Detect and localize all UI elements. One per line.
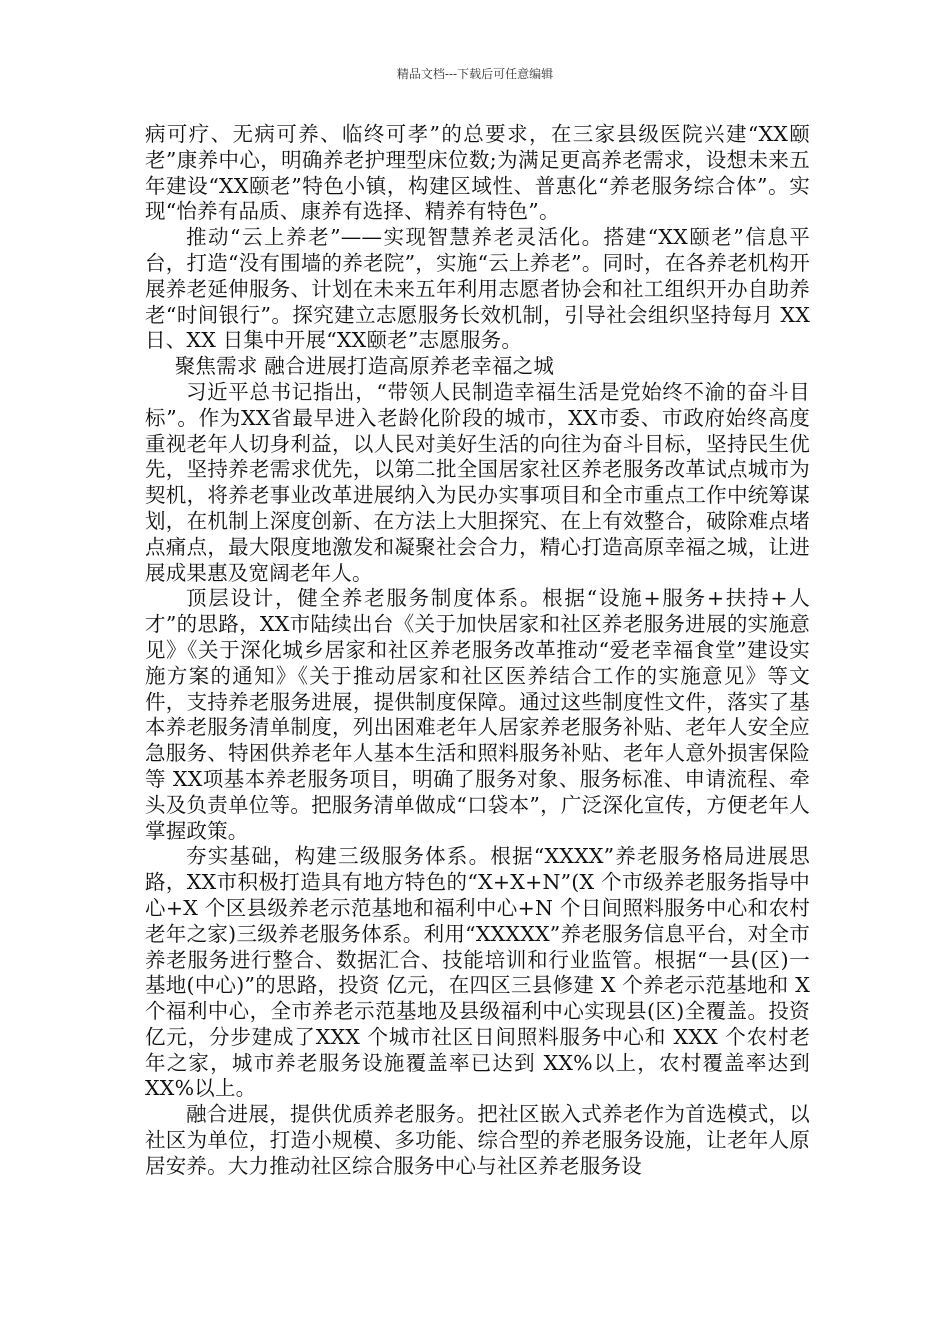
page-header: 精品文档---下载后可任意编辑 [396, 67, 554, 81]
section-heading: 聚焦需求 融合进展打造高原养老幸福之城 [174, 354, 555, 379]
paragraph-cloud-elderly-care: 推动“云上养老”——实现智慧养老灵活化。搭建“XX颐老”信息平台，打造“没有围墙的养老院”，实施“云上养老”。同时，在各养老机构开展养老延伸服务、计划在未来五年利用志愿者协会和社工组织开办自助养老“时间银行”。探究建立志愿服务长效机制，引导社会组织坚持每月 XX 日、XX 日集中开展“XX颐老”志愿服务。 [145, 225, 810, 353]
paragraph-top-level-design: 顶层设计，健全养老服务制度体系。根据“设施+服务+扶持+人才”的思路，XX市陆续出台《关于加快居家和社区养老服务进展的实施意见》《关于深化城乡居家和社区养老服务改革推动“爱老幸福食堂”建设实施方案的通知》《关于推动居家和社区医养结合工作的实施意见》等文件，支持养老服务进展，提供制度保障。通过这些制度性文件，落实了基本养老服务清单制度，列出困难老年人居家养老服务补贴、老年人安全应急服务、特困供养老年人基本生活和照料服务补贴、老年人意外损害保险等 XX项基本养老服务项目，明确了服务对象、服务标准、申请流程、牵头及负责单位等。把服务清单做成“口袋本”，广泛深化宣传，方便老年人掌握政策。 [145, 586, 810, 843]
paragraph-integrated-development: 融合进展，提供优质养老服务。把社区嵌入式养老作为首选模式，以社区为单位，打造小规模、多功能、综合型的养老服务设施，让老年人原居安养。大力推动社区综合服务中心与社区养老服务设 [145, 1102, 810, 1178]
paragraph-continuation: 病可疗、无病可养、临终可孝”的总要求，在三家县级医院兴建“XX颐老”康养中心，明确养老护理型床位数;为满足更高养老需求，设想未来五年建设“XX颐老”特色小镇，构建区域性、普惠化“养老服务综合体”。实现“怡养有品质、康养有选择、精养有特色”。 [145, 122, 810, 224]
paragraph-xi-quote: 习近平总书记指出，“带领人民制造幸福生活是党始终不渝的奋斗目标”。作为XX省最早进入老龄化阶段的城市，XX市委、市政府始终高度重视老年人切身利益，以人民对美好生活的向往为奋斗目标，坚持民生优先，坚持养老需求优先，以第二批全国居家社区养老服务改革试点城市为契机，将养老事业改革进展纳入为民办实事项目和全市重点工作中统筹谋划，在机制上深度创新、在方法上大胆探究、在上有效整合，破除难点堵点痛点，最大限度地激发和凝聚社会合力，精心打造高原幸福之城，让进展成果惠及宽阔老年人。 [145, 379, 810, 585]
paragraph-three-level-system: 夯实基础，构建三级服务体系。根据“XXXX”养老服务格局进展思路，XX市积极打造具有地方特色的“X+X+N”(X 个市级养老服务指导中心+X 个区县级养老示范基地和福利中心+N 个日间照料服务中心和农村老年之家)三级养老服务体系。利用“XXXXX”养老服务信息平台，对全市养老服务进行整合、数据汇合、技能培训和行业监管。根据“一县(区)一基地(中心)”的思路，投资 亿元，在四区三县修建 X 个养老示范基地和 X 个福利中心，全市养老示范基地及县级福利中心实现县(区)全覆盖。投资 亿元，分步建成了XXX 个城市社区日间照料服务中心和 XXX 个农村老年之家，城市养老服务设施覆盖率已达到 XX%以上，农村覆盖率达到 XX%以上。 [145, 844, 810, 1101]
document-body [145, 122, 810, 1180]
